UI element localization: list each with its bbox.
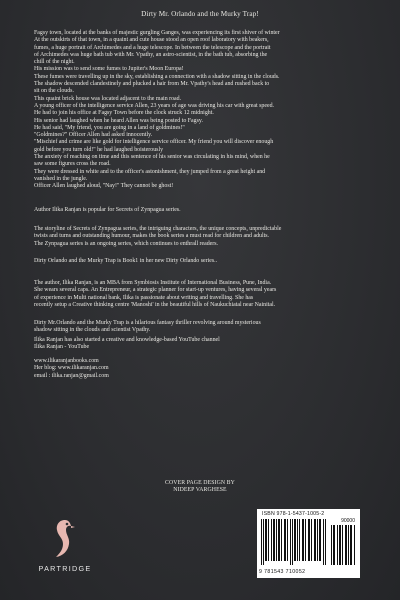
story-line: At the outskirts of that town, in a quaint and cute house stood an open roof laboratory with beakers, bbox=[34, 37, 269, 44]
story-line: gold before you turn old!" he had laughed boisterously bbox=[34, 146, 164, 153]
author-popular-line: Author Ilika Ranjan is popular for Secrets of Zynpagua series. bbox=[34, 207, 181, 213]
bio-line: recently setup a Creative thinking centre 'Manoshi' in the beautiful hills of Naukuchiatal near Nainital. bbox=[34, 301, 276, 308]
story-line: Fagsy town, located at the banks of majestic gurgling Ganges, was experiencing its first shiver of winter bbox=[34, 30, 280, 36]
story-line: sit on the clouds. bbox=[34, 88, 74, 95]
book-title-line: Dirty Mr. Orlando and the Murky Trap! bbox=[141, 10, 259, 18]
bio-line: The author, Ilika Ranjan, is an MBA from Symbiosis Institute of International Business, Pune, India. bbox=[34, 280, 272, 286]
story-line: These fumes were travelling up in the sky, establishing a connection with a shadow sitting in the clouds. bbox=[34, 73, 280, 80]
story-line: His senior had laughed when he heard Allen was being posted to Fagsy. bbox=[34, 117, 203, 124]
story-line: The shadow descended clandestinely and plucked a hair from Mr. Vpathy's head and rushed back to bbox=[34, 81, 270, 88]
story-line: fumes, a huge portrait of Archimedes and a huge telescope. In between the telescope and the portrait bbox=[34, 44, 271, 51]
publisher-name: PARTRIDGE bbox=[38, 564, 92, 573]
contact-info bbox=[34, 358, 368, 380]
story-line: He had to join his office at Fagsy Town before the clock struck 12 midnight. bbox=[34, 110, 214, 117]
barcode-digits: 9 781543 710052 bbox=[259, 569, 306, 575]
youtube-note bbox=[34, 337, 368, 352]
story-line: His mission was to send some fumes to Jupiter's Moon Europa! bbox=[34, 66, 184, 73]
story-line: vanished in the jungle. bbox=[34, 175, 88, 182]
story-line: This quaint brick house was located adjacent to the main road. bbox=[34, 95, 182, 102]
email-link[interactable]: email : ilika.ranjan@gmail.com bbox=[34, 372, 109, 379]
book-one-line: Dirty Orlando and the Murky Trap is Book1 in her new Dirty Orlando series.. bbox=[34, 258, 218, 264]
blog-link[interactable]: Her blog: www.ilikaranjan.com bbox=[34, 365, 109, 372]
youtube-line: Ilika Ranjan has also started a creative and knowledge-based YouTube channel bbox=[34, 337, 220, 343]
story-excerpt bbox=[34, 30, 368, 191]
bio-line: She wears several caps. An Entrepreneur, a strategic planner for start-up ventures, having several years bbox=[34, 287, 277, 294]
story-line: "Mischief and crime are like gold for intelligence service officer. My friend you will discover enough bbox=[34, 139, 274, 146]
fantasy-line: shadow sitting in the clouds and scientist Vpathy. bbox=[34, 327, 151, 334]
fantasy-line: Dirty Mr.Orlando and the Murky Trap is a hilarious fantasy thriller revolving around mysterious bbox=[34, 320, 261, 326]
story-line: saw some figures cross the road. bbox=[34, 161, 111, 168]
story-line: He had said, "My friend, you are going in a land of goldmines!" bbox=[34, 124, 185, 131]
isbn-label: ISBN 978-1-5437-1005-2 bbox=[262, 511, 325, 517]
story-line: "Goldmines?" Officer Allen had asked innocently. bbox=[34, 132, 153, 139]
story-line: They were dressed in white and to the officer's astonishment, they jumped from a great height and bbox=[34, 168, 266, 175]
youtube-line: Ilika Ranjan - YouTube bbox=[34, 344, 90, 351]
isbn-barcode bbox=[257, 509, 360, 578]
cover-design-credit bbox=[0, 480, 400, 494]
barcode-main-bars bbox=[261, 519, 327, 565]
series-line: The Zynpagua series is an ongoing series, which continues to enthrall readers. bbox=[34, 240, 219, 247]
series-description bbox=[34, 226, 368, 248]
book-one-note bbox=[34, 258, 368, 265]
partridge-bird-icon bbox=[49, 516, 81, 560]
price-code: 90000 bbox=[341, 518, 355, 524]
story-line: A young officer of the intelligence service Allen, 23 years of age was driving his car with great speed. bbox=[34, 102, 275, 109]
author-popular-note bbox=[34, 207, 368, 214]
barcode-addon-bars bbox=[331, 525, 356, 565]
story-line: Officer Allen laughed aloud, "Nay!" They cannot be ghost! bbox=[34, 183, 174, 190]
story-line: chill of the night. bbox=[34, 59, 75, 66]
story-line: of Archimedes was huge bath tub with Mr. Vpathy, an astro-scientist, in the bath tub, absorbing the bbox=[34, 51, 268, 58]
author-bio bbox=[34, 280, 368, 309]
cover-design-label: COVER PAGE DESIGN BY bbox=[165, 480, 235, 486]
bio-line: of experience in Multi national bank, Ilika is passionate about writing and travelling. She has bbox=[34, 294, 254, 301]
website-link[interactable]: www.ilikaranjanbooks.com bbox=[34, 358, 99, 364]
story-line: The anxiety of reaching on time and this sentence of his senior was circulating in his mind, when he bbox=[34, 154, 270, 161]
series-line: The storyline of Secrets of Zynpagua series, the intriguing characters, the unique concepts, unpredictable bbox=[34, 226, 282, 232]
cover-designer-name: NIDEEP VARGHESE bbox=[173, 487, 227, 494]
publisher-logo bbox=[30, 516, 100, 586]
fantasy-description bbox=[34, 320, 368, 335]
series-line: twists and turns and outstanding humour, makes the book series a must read for children and adults. bbox=[34, 233, 270, 240]
